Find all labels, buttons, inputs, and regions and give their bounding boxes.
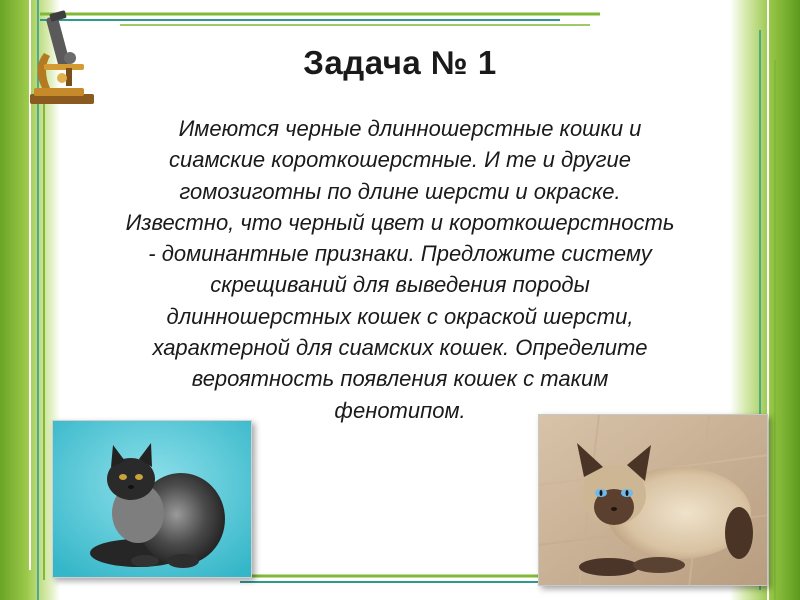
task-line: Имеются черные длинношерстные кошки и	[178, 116, 642, 141]
task-line: - доминантные признаки. Предложите систему	[148, 241, 652, 267]
task-line: скрещиваний для выведения породы	[210, 272, 590, 298]
task-line: вероятность появления кошек с таким	[191, 366, 609, 392]
task-text	[70, 113, 730, 426]
slide-title: Задача № 1	[303, 44, 497, 81]
task-line: гомозиготны по длине шерсти и окраске.	[179, 178, 621, 204]
task-line: длинношерстных кошек с окраской шерсти,	[166, 303, 634, 329]
task-line: фенотипом.	[334, 397, 466, 423]
task-line: характерной для сиамских кошек. Определите	[152, 335, 648, 361]
black-longhair-cat-photo	[52, 420, 252, 578]
task-line: Известно, что черный цвет и короткошерстность	[125, 209, 675, 235]
task-line: сиамские короткошерстные. И те и другие	[169, 147, 631, 173]
siamese-cat-photo	[538, 414, 768, 586]
